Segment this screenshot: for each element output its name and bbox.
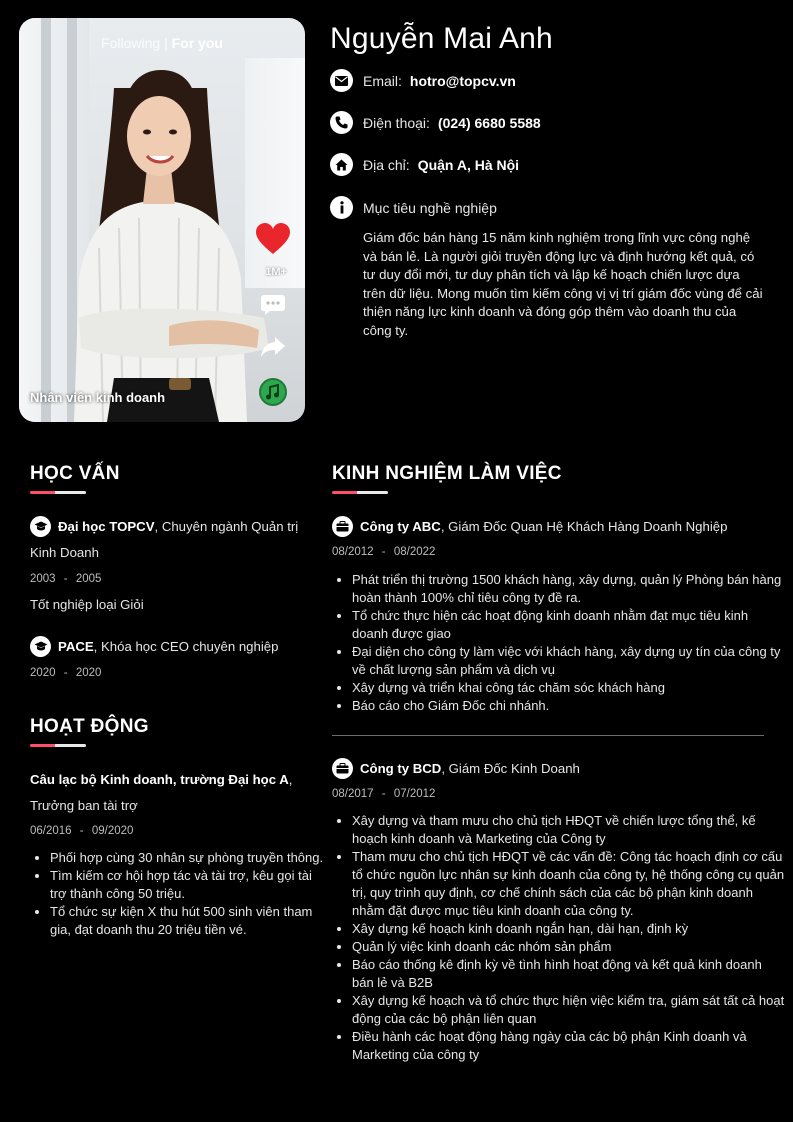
email-value[interactable]: hotro@topcv.vn bbox=[409, 72, 516, 89]
list-item: • Phối hợp cùng 30 nhân sự phòng truyền thông. bbox=[50, 849, 325, 867]
education-school: PACE bbox=[58, 639, 94, 654]
job-company: Công ty ABC bbox=[360, 519, 441, 534]
feed-tabs bbox=[19, 35, 305, 51]
comment-icon[interactable] bbox=[255, 294, 291, 321]
list-item: • Tổ chức sự kiện X thu hút 500 sinh viên tham gia, đạt doanh thu 20 triệu tiền vé. bbox=[50, 903, 325, 939]
job-bullets bbox=[332, 812, 787, 1064]
education-school: Đại học TOPCV bbox=[58, 519, 155, 534]
tab-for-you[interactable]: For you bbox=[171, 35, 223, 51]
home-icon bbox=[330, 153, 353, 176]
email-label: Email: bbox=[363, 72, 402, 89]
graduation-cap-icon bbox=[30, 516, 51, 537]
list-item: • Báo cáo thống kê định kỳ về tình hình hoạt động và kết quả kinh doanh bán lẻ và B2B bbox=[352, 956, 787, 992]
education-title: HỌC VẤN bbox=[30, 463, 120, 484]
job-dates: 08/2012 - 08/2022 bbox=[332, 546, 436, 558]
activity-role: , Trưởng ban tài trợ bbox=[30, 772, 293, 813]
career-objective: Giám đốc bán hàng 15 năm kinh nghiệm trong lĩnh vực công nghệ và bán lẻ. Là người giỏi truyền động lực và định hướng kết quả, có tư duy đổi mới, tư duy phân tích và lập kế hoạch chiến lược dựa trên dữ liệu. Mong muốn tìm kiếm công vị vị trí giám đốc vùng để cải thiện năng lực kinh doanh và đóng góp thêm vào doanh thu của công ty. bbox=[363, 230, 763, 338]
job-bullets bbox=[332, 571, 782, 715]
objective-row bbox=[330, 196, 505, 219]
education-detail: , Khóa học CEO chuyên nghiệp bbox=[93, 639, 279, 654]
share-icon[interactable] bbox=[255, 336, 291, 363]
list-item: • Xây dựng kế hoạch kinh doanh ngắn hạn, dài hạn, định kỳ bbox=[352, 920, 787, 938]
phone-label: Điện thoại: bbox=[363, 114, 430, 131]
email-icon bbox=[330, 69, 353, 92]
job-dates: 08/2017 - 07/2012 bbox=[332, 788, 436, 800]
graduation-cap-icon bbox=[30, 636, 51, 657]
list-item: • Phát triển thị trường 1500 khách hàng, xây dựng, quản lý Phòng bán hàng hoàn thành 100% chỉ tiêu công ty đề ra. bbox=[352, 571, 782, 607]
phone-value[interactable]: (024) 6680 5588 bbox=[437, 114, 541, 131]
photo-caption: Nhân viên kinh doanh bbox=[30, 390, 166, 405]
candidate-name: Nguyễn Mai Anh bbox=[330, 22, 553, 55]
music-disc-icon[interactable] bbox=[255, 378, 291, 411]
education-item-1 bbox=[30, 514, 310, 566]
briefcase-icon bbox=[332, 758, 353, 779]
list-item: • Tham mưu cho chủ tịch HĐQT về các vấn đề: Công tác hoạch định cơ cấu tổ chức nguồn lực nhân sự kinh doanh của công ty, hệ thống công cụ quản trị, quy trình quy định, cơ chế chính sách của các bộ phận kinh doanh nhằm đặt được mục tiêu kinh doanh của công ty. bbox=[352, 848, 787, 920]
address-label: Địa chỉ: bbox=[363, 156, 410, 173]
activity-item bbox=[30, 767, 310, 819]
list-item: • Xây dựng và tham mưu cho chủ tịch HĐQT về chiến lược tổng thể, kế hoạch kinh doanh và Marketing của Công ty bbox=[352, 812, 787, 848]
education-underline bbox=[30, 491, 86, 494]
profile-photo-card bbox=[19, 18, 305, 422]
email-row bbox=[330, 69, 516, 92]
education-item-2 bbox=[30, 634, 310, 660]
list-item: • Báo cáo cho Giám Đốc chi nhánh. bbox=[352, 697, 782, 715]
experience-title: KINH NGHIỆM LÀM VIỆC bbox=[332, 463, 562, 484]
info-icon bbox=[330, 196, 353, 219]
list-item: • Quản lý việc kinh doanh các nhóm sản phẩm bbox=[352, 938, 787, 956]
like-count: 1M+ bbox=[265, 266, 287, 278]
address-value: Quận A, Hà Nội bbox=[417, 156, 520, 173]
tab-separator: | bbox=[164, 35, 168, 51]
list-item: • Xây dựng kế hoạch và tổ chức thực hiện việc kiểm tra, giám sát tất cả hoạt động của các bộ phận liên quan bbox=[352, 992, 787, 1028]
list-item: • Xây dựng và triển khai công tác chăm sóc khách hàng bbox=[352, 679, 782, 697]
activity-org: Câu lạc bộ Kinh doanh, trường Đại học A bbox=[30, 772, 289, 787]
education-note: Tốt nghiệp loại Giỏi bbox=[30, 597, 144, 612]
job-item-1 bbox=[332, 514, 772, 540]
job-position: , Giám Đốc Kinh Doanh bbox=[441, 761, 580, 776]
briefcase-icon bbox=[332, 516, 353, 537]
address-row bbox=[330, 153, 519, 176]
activity-bullets bbox=[30, 849, 325, 939]
education-detail: , Chuyên ngành Quản trị Kinh Doanh bbox=[30, 519, 299, 560]
heart-icon[interactable] bbox=[255, 222, 291, 261]
phone-icon bbox=[330, 111, 353, 134]
education-dates: 2020 - 2020 bbox=[30, 667, 102, 679]
list-item: • Đại diện cho công ty làm việc với khách hàng, xây dựng uy tín của công ty về chất lượng sản phẩm và dịch vụ bbox=[352, 643, 782, 679]
list-item: • Tìm kiếm cơ hội hợp tác và tài trợ, kêu gọi tài trợ thành công 50 triệu. bbox=[50, 867, 325, 903]
activities-title: HOẠT ĐỘNG bbox=[30, 716, 149, 737]
list-item: • Điều hành các hoạt động hàng ngày của các bộ phận Kinh doanh và Marketing của công ty bbox=[352, 1028, 787, 1064]
objective-label: Mục tiêu nghề nghiệp bbox=[363, 199, 497, 216]
activity-dates: 06/2016 - 09/2020 bbox=[30, 825, 134, 837]
job-position: , Giám Đốc Quan Hệ Khách Hàng Doanh Nghiệp bbox=[440, 519, 728, 534]
job-divider bbox=[332, 735, 764, 736]
activities-underline bbox=[30, 744, 86, 747]
tab-following[interactable]: Following bbox=[101, 35, 161, 51]
job-company: Công ty BCD bbox=[360, 761, 442, 776]
education-dates: 2003 - 2005 bbox=[30, 573, 102, 585]
experience-underline bbox=[332, 491, 388, 494]
job-item-2 bbox=[332, 756, 772, 782]
list-item: • Tổ chức thực hiện các hoạt động kinh doanh nhằm đạt mục tiêu kinh doanh được giao bbox=[352, 607, 782, 643]
phone-row bbox=[330, 111, 541, 134]
